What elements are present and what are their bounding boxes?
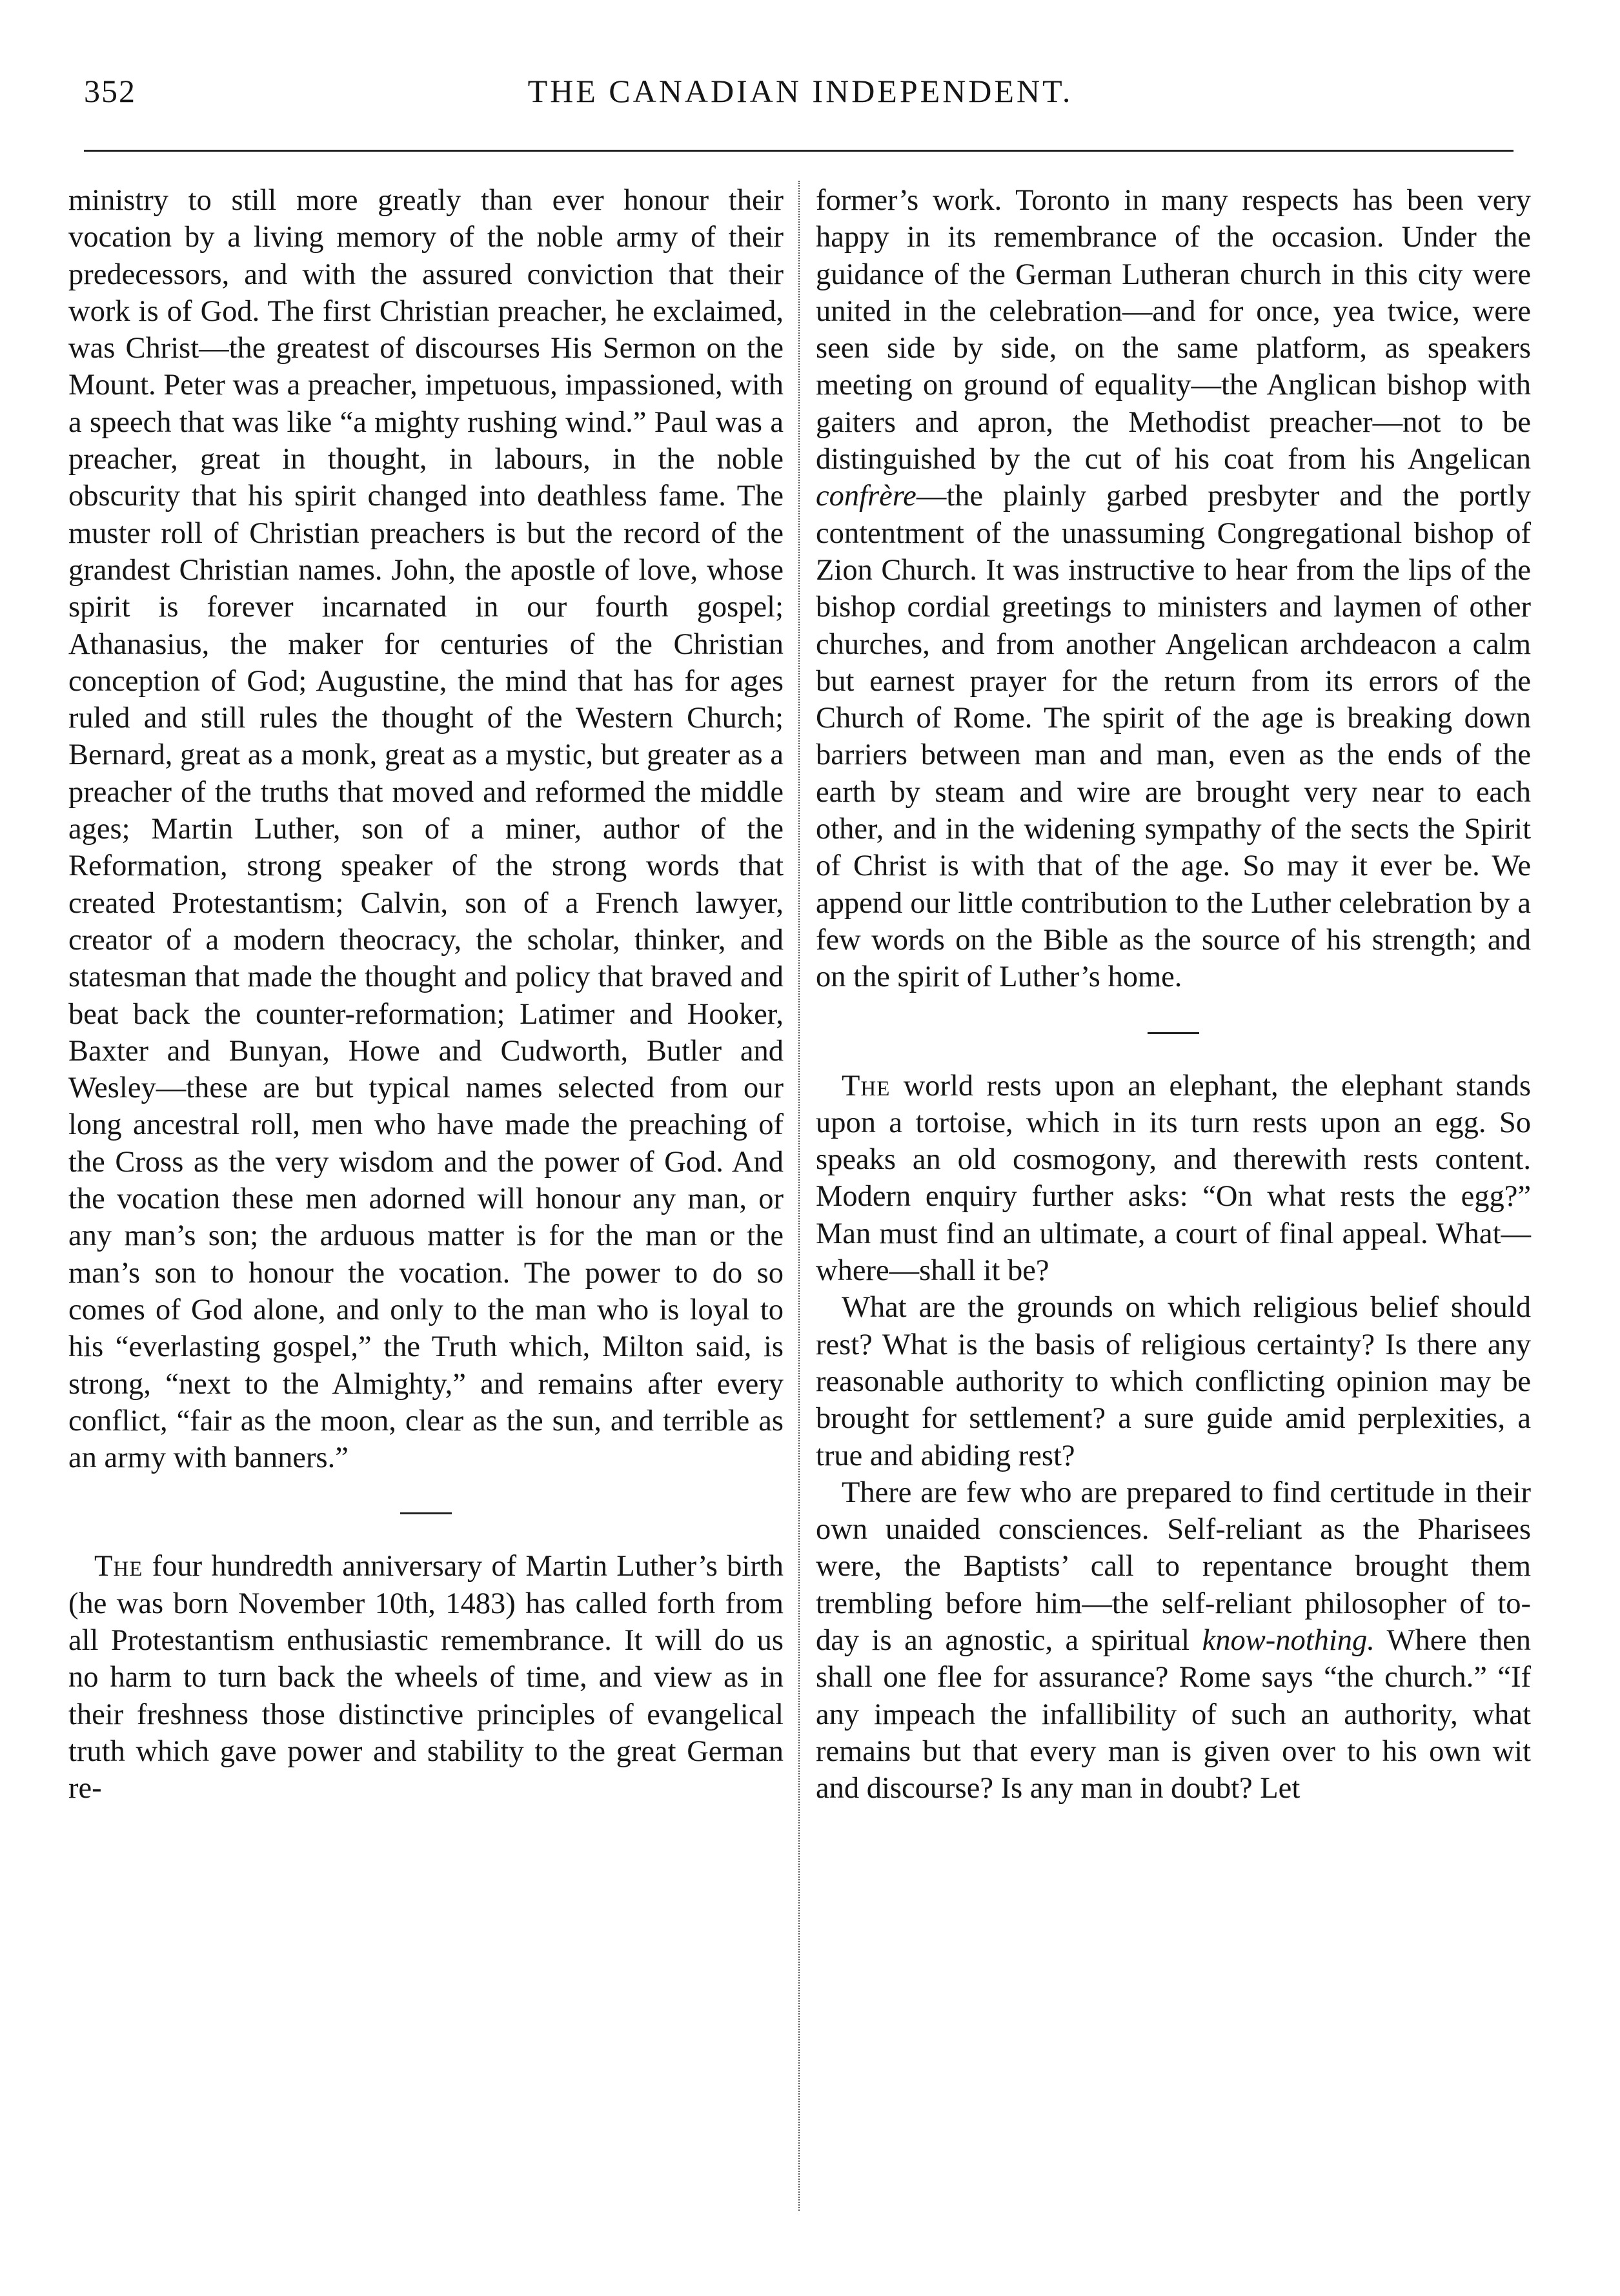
religious-belief-paragraph: What are the grounds on which religious belief should rest? What is the basis of religious certainty? Is there any reasonable authority to which conflicting opinion may be brought for settlement? a sure guide amid perplexities, a true and abiding rest? (816, 1291, 1531, 1472)
paragraph-text: Where then shall one flee for assurance? Rome says “the church.” “If any impeach the infallibility of such an authority, what remains but that every man is given over to his own wit and discourse? Is any man in doubt? Let (816, 1623, 1532, 1805)
paragraph-text: former’s work. Toronto in many respects has been very happy in its remembrance of the occasion. Under the guidance of the German Lutheran church in this city were united in the celebration—and for once, yea twice, were seen side by side, on the same platform, as speakers meeting on ground of equality—the Anglican bishop with gaiters and apron, the Methodist preacher—not to be distinguished by the cut of his coat from his Angelican (816, 184, 1531, 476)
section-divider-rule (400, 1512, 452, 1514)
section-divider-rule (1148, 1032, 1199, 1034)
paragraph-lead-word: The (842, 1069, 891, 1102)
paragraph-text: world rests upon an elephant, the elephant stands upon a tortoise, which in its turn rests upon an egg. So speaks an old cosmogony, and therewith rests content. Modern enquiry further asks: “On what rests the egg?” Man must find an ultimate, a court of final appeal. What—where—shall it be? (816, 1069, 1531, 1288)
italic-word: confrère (816, 480, 916, 513)
left-paragraph-continued: ministry to still more greatly than ever honour their vocation by a living memory of the noble army of their predecessors, and with the assured conviction that their work is of God. The first Christian preacher, he exclaimed, was Christ—the greatest of discourses His Sermon on the Mount. Peter was a preacher, impetuous, impassioned, with a speech that was like “a mighty rushing wind.” Paul was a preacher, great in thought, in labours, in the noble obscurity that his spirit changed into deathless fame. The muster roll of Christian preachers is but the record of the grandest Christian names. John, the apostle of love, whose spirit is forever incarnated in our fourth gospel; Athanasius, the maker for centuries of the Christian conception of God; Augustine, the mind that has for ages ruled and still rules the thought of the Western Church; Bernard, great as a monk, great as a mystic, but greater as a preacher of the truths that moved and reformed the middle ages; Martin Luther, son of a miner, author of the Reformation, strong speaker of the strong words that created Protestantism; Calvin, son of a French lawyer, creator of a modern theocracy, the scholar, thinker, and statesman that made the thought and policy that braved and beat back the counter-reformation; Latimer and Hooker, Baxter and Bunyan, Howe and Cudworth, Butler and Wesley—these are but typical names selected from our long ancestral roll, men who have made the preaching of the Cross as the very wisdom and the power of God. And the vocation these men adorned will honour any man, or any man’s son; the arduous matter is for the man or the man’s son to honour the vocation. The power to do so comes of God alone, and only to the man who is loyal to his “everlasting gospel,” the Truth which, Milton said, is strong, “next to the Almighty,” and remains after every conflict, “fair as the moon, clear as the sun, and terrible as an army with banners.” (68, 184, 784, 1475)
paragraph-text: —the plainly garbed presbyter and the portly contentment of the unassuming Congregational bishop of Zion Church. It was instructive to hear from the lips of the bishop cordial greetings to ministers and laymen of other churches, and from another Angelican archdeacon a calm but earnest prayer for the return from its errors of the Church of Rome. The spirit of the age is breaking down barriers between man and man, even as the ends of the earth by steam and wire are brought very near to each other, and in the widening sympathy of the sects the Spirit of Christ is with that of the age. So may it ever be. We append our little contribution to the Luther celebration by a few words on the Bible as the source of his strength; and on the spirit of Luther’s home. (816, 480, 1531, 994)
column-divider (798, 181, 800, 2211)
right-column (816, 182, 1531, 1807)
cosmogony-paragraph (816, 1068, 1531, 1290)
luther-anniversary-paragraph (68, 1548, 784, 1807)
italic-word: know-nothing. (1202, 1623, 1375, 1657)
paragraph-text: four hundredth anniversary of Martin Luther’s birth (he was born November 10th, 1483) has called forth from all Protestantism enthusiastic remembrance. It will do us no harm to turn back the wheels of time, and view as in their freshness those distinctive principles of evangelical truth which gave power and stability to the great German re- (68, 1550, 784, 1805)
journal-title: THE CANADIAN INDEPENDENT. (527, 73, 1073, 109)
paragraph-text: There are few who are prepared to find certitude in their own unaided consciences. Self-reliant as the Pharisees were, the Baptists’ call to repentance brought them trembling before him—the self-reliant philosopher of to-day is an agnostic, a spiritual (816, 1476, 1531, 1657)
header-rule (84, 150, 1514, 152)
left-column (68, 182, 784, 1807)
certitude-paragraph (816, 1474, 1531, 1807)
paragraph-lead-word: The (94, 1550, 143, 1583)
right-paragraph-continued (816, 182, 1531, 996)
running-head (84, 72, 1517, 124)
page-number: 352 (84, 73, 136, 109)
